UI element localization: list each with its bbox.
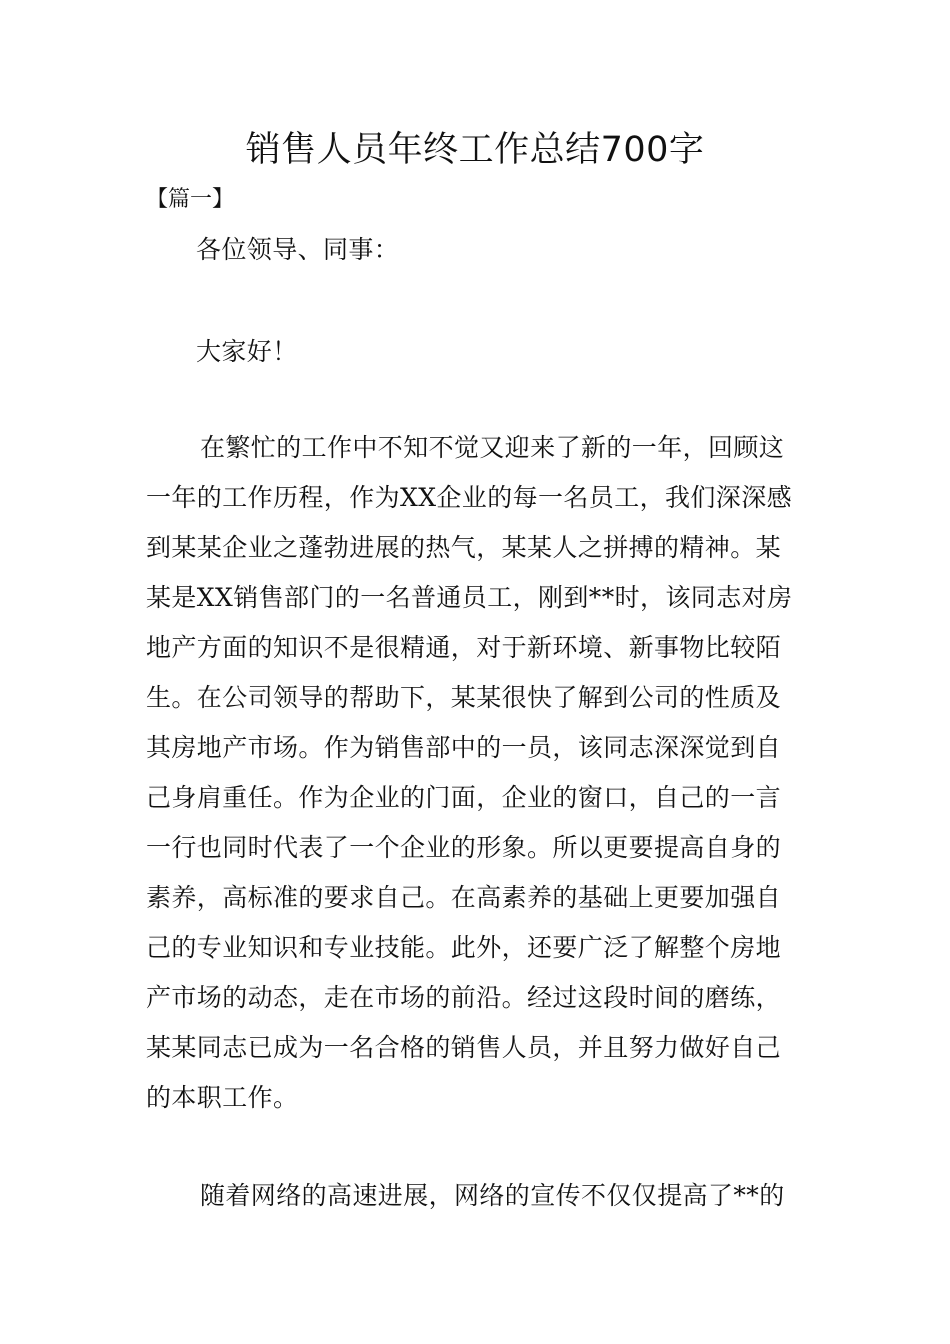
section-label: 【篇一】 [146,187,235,212]
paragraph-line: 一年的工作历程，作为XX企业的每一名员工，我们深深感 [146,483,792,512]
paragraph-line: 某是XX销售部门的一名普通员工，刚到**时，该同志对房 [146,583,793,612]
paragraph-line: 素养，高标准的要求自己。在高素养的基础上更要加强自 [146,883,782,912]
paragraph-line: 到某某企业之蓬勃进展的热气，某某人之拼搏的精神。某 [146,533,782,562]
paragraph-line: 其房地产市场。作为销售部中的一员，该同志深深觉到自 [146,733,782,762]
paragraph-line: 随着网络的高速进展，网络的宣传不仅仅提高了**的 [200,1181,785,1210]
paragraph-line: 产市场的动态，走在市场的前沿。经过这段时间的磨练， [146,983,782,1012]
paragraph-line: 某某同志已成为一名合格的销售人员，并且努力做好自己 [146,1033,782,1062]
paragraph-line: 的本职工作。 [146,1083,299,1112]
paragraph-line: 己的专业知识和专业技能。此外，还要广泛了解整个房地 [146,933,782,962]
paragraph-line: 一行也同时代表了一个企业的形象。所以更要提高自身的 [146,833,782,862]
paragraph-line: 在繁忙的工作中不知不觉又迎来了新的一年，回顾这 [200,433,785,462]
paragraph-line: 地产方面的知识不是很精通，对于新环境、新事物比较陌 [146,633,782,662]
salutation: 各位领导、同事： [196,235,400,264]
document-title: 销售人员年终工作总结700字 [245,130,705,170]
greeting: 大家好！ [196,337,298,366]
paragraph-line: 生。在公司领导的帮助下，某某很快了解到公司的性质及 [146,683,782,712]
paragraph-line: 己身肩重任。作为企业的门面，企业的窗口，自己的一言 [146,783,782,812]
